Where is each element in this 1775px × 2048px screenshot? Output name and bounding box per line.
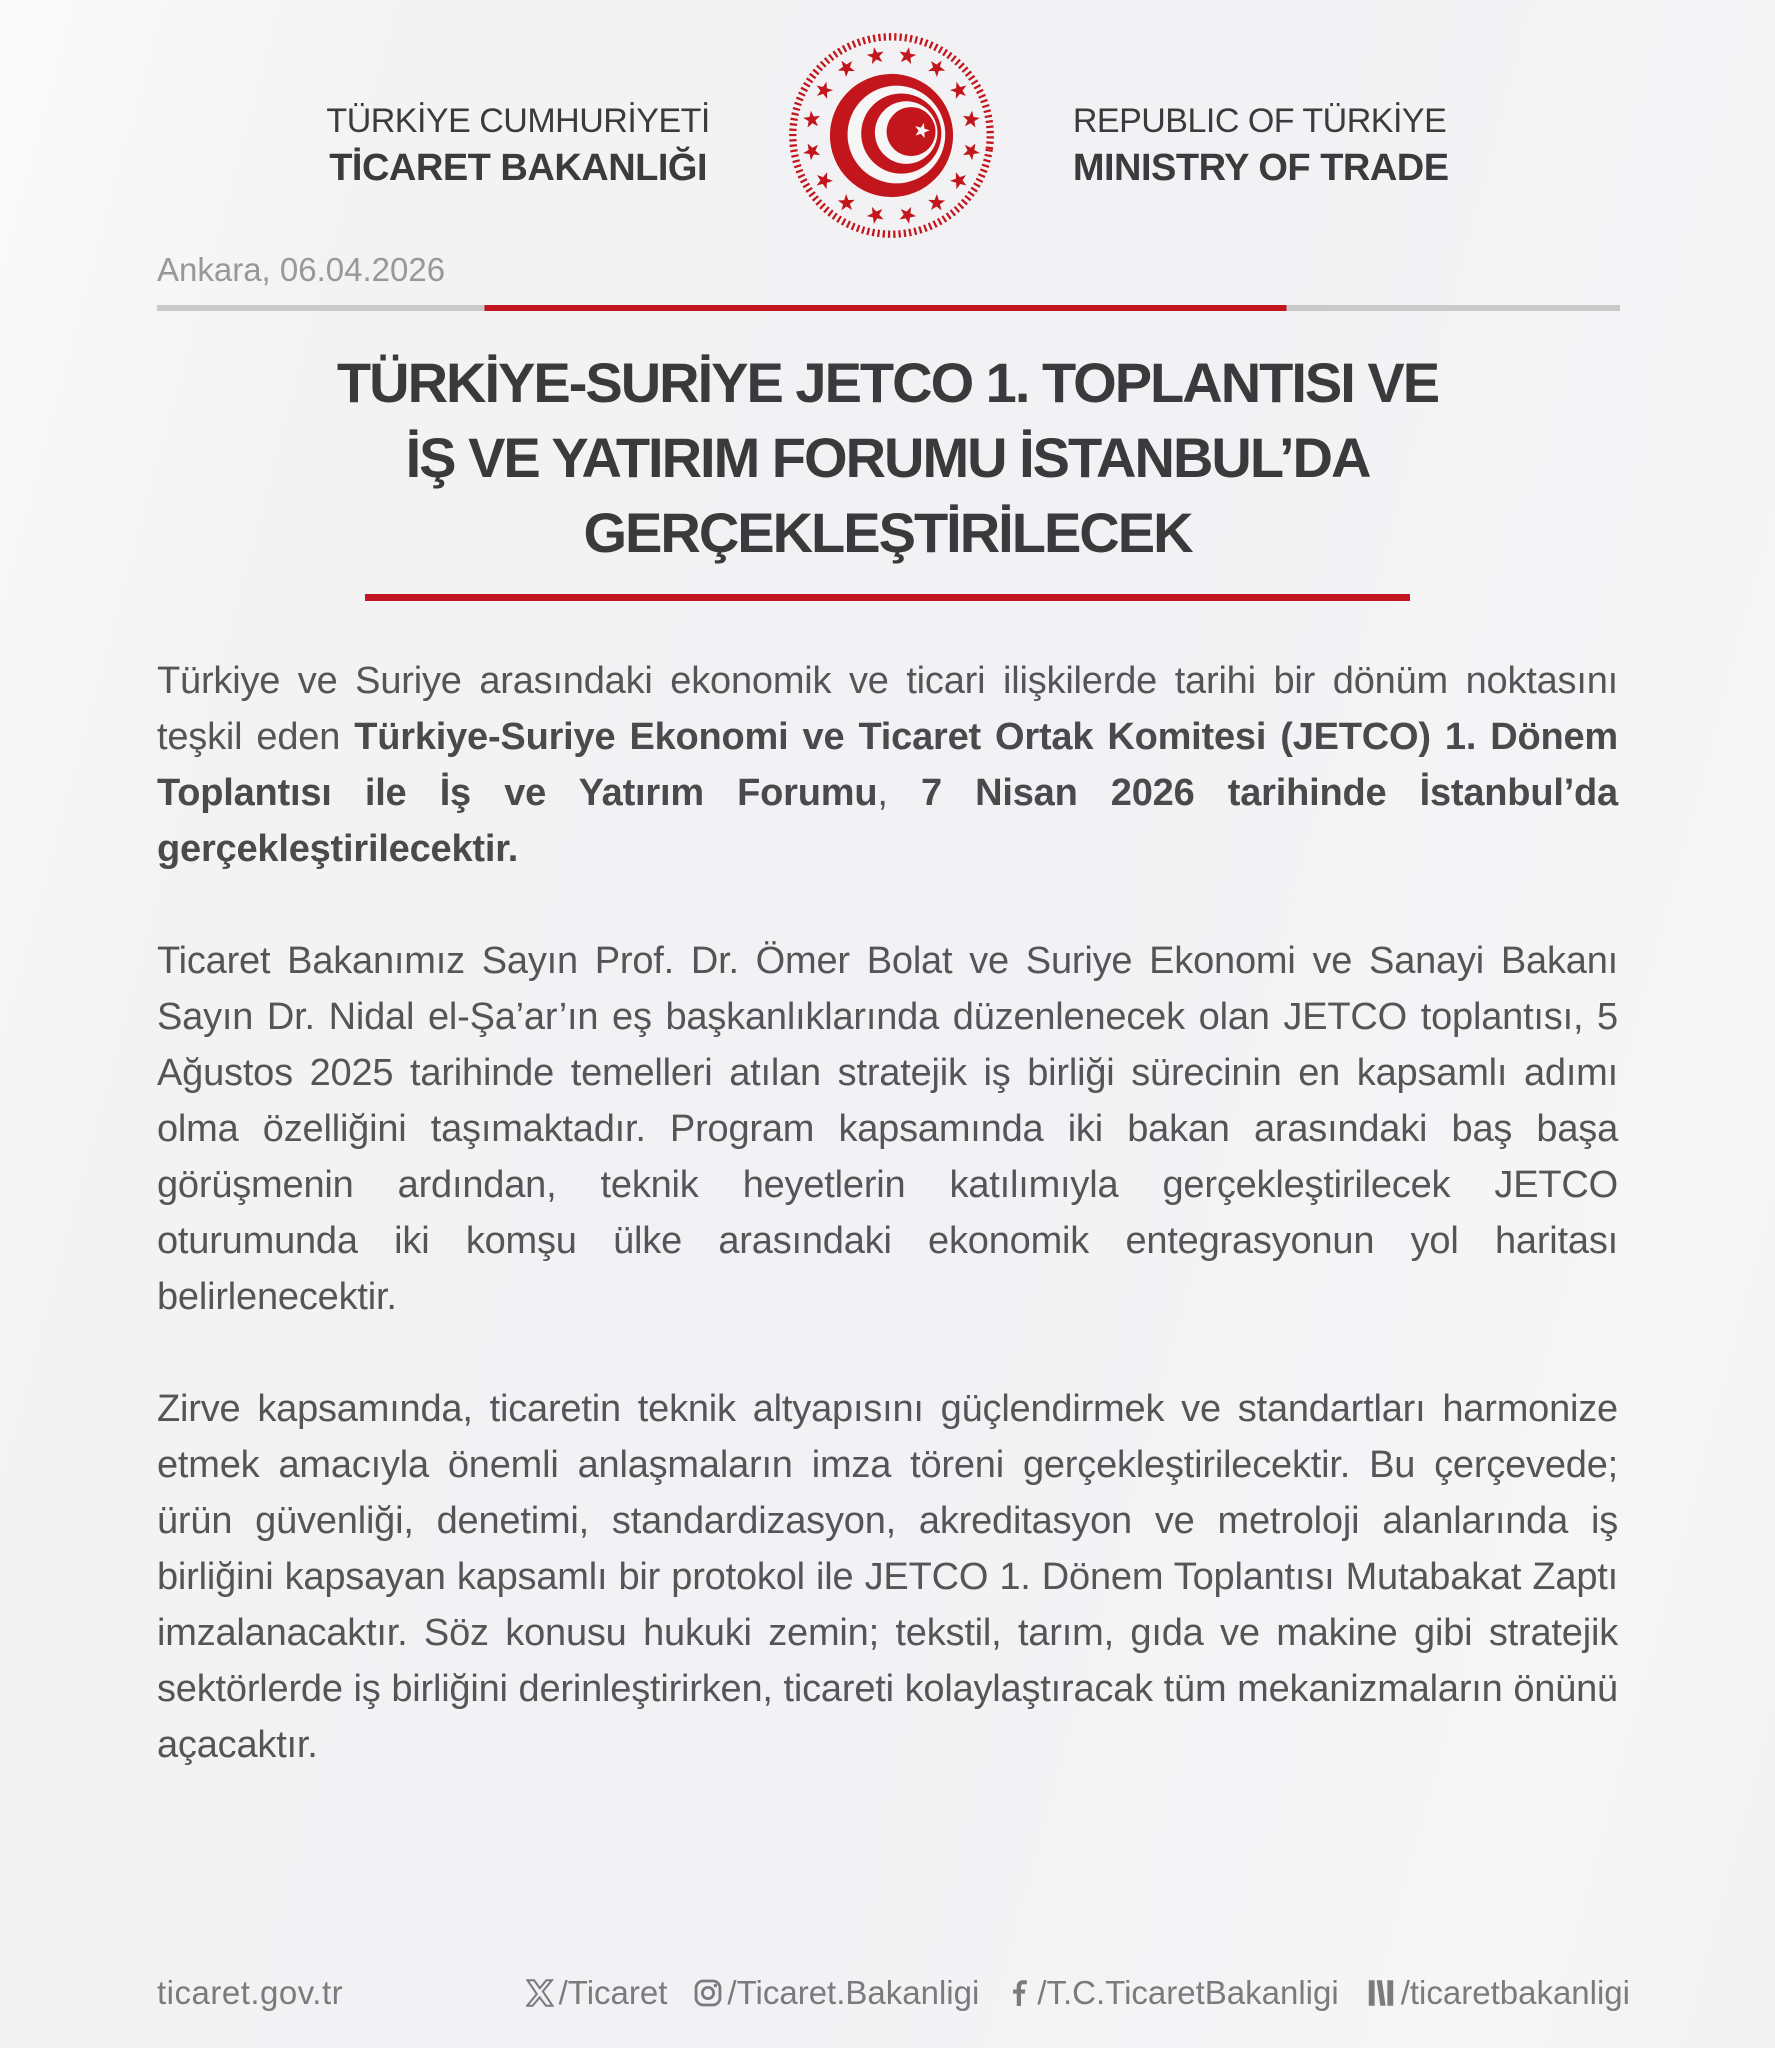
x-icon	[526, 1979, 554, 2007]
title-line3: GERÇEKLEŞTİRİLECEK	[583, 501, 1192, 564]
title-line1: TÜRKİYE-SURİYE JETCO 1. TOPLANTISI VE	[336, 351, 1439, 414]
dateline: Ankara, 06.04.2026	[157, 251, 446, 288]
instagram-icon	[694, 1979, 722, 2007]
instagram-handle: /Ticaret.Bakanligi	[727, 1974, 980, 2011]
p1-seg2-bold: Türkiye-Suriye Ekonomi ve Ticaret Ortak Komitesi (JETCO) 1. Dönem Toplantısı ile İş ve Yatırım Forumu	[157, 716, 1619, 814]
social-item-x	[526, 1974, 668, 2012]
facebook-handle: /T.C.TicaretBakanligi	[1037, 1974, 1339, 2011]
facebook-icon	[1006, 1979, 1032, 2007]
header-right-line1: REPUBLIC OF TÜRKİYE	[1072, 102, 1447, 140]
footer	[157, 1974, 1630, 2012]
title-underline-rule	[365, 594, 1410, 601]
p1-seg3: ,	[877, 772, 921, 814]
x-handle: /Ticaret	[558, 1974, 668, 2011]
title-line2: İŞ VE YATIRIM FORUMU İSTANBUL’DA	[405, 426, 1370, 489]
header-left-line1: TÜRKİYE CUMHURİYETİ	[326, 102, 710, 140]
header-right-wordmark	[1073, 100, 1449, 192]
header-right-line2: MINISTRY OF TRADE	[1072, 146, 1449, 189]
social-item-nsosyal	[1366, 1974, 1630, 2012]
header-divider-rule	[157, 305, 1620, 311]
social-item-instagram	[694, 1974, 979, 2012]
social-handles	[526, 1974, 1630, 2012]
header-left-wordmark	[326, 100, 709, 192]
paragraph-1	[157, 653, 1618, 877]
nsosyal-handle: /ticaretbakanligi	[1400, 1974, 1630, 2011]
p1-seg1: Türkiye ve Suriye arasındaki ekonomik ve ticari ilişkilerde tarihi bir dönüm noktasını teşkil eden	[157, 660, 1618, 758]
nsosyal-icon	[1366, 1979, 1396, 2007]
header-left-line2: TİCARET BAKANLIĞI	[329, 146, 708, 189]
website-url: ticaret.gov.tr	[157, 1974, 344, 2011]
ministry-of-trade-logo-icon	[784, 28, 999, 243]
paragraph-2: Ticaret Bakanımız Sayın Prof. Dr. Ömer Bolat ve Suriye Ekonomi ve Sanayi Bakanı Sayın Dr. Nidal el-Şa’ar’ın eş başkanlıklarında düzenlenecek olan JETCO toplantısı, 5 Ağustos 2025 tarihinde temelleri atılan stratejik iş birliği sürecinin en kapsamlı adımı olma özelliğini taşımaktadır. Program kapsamında iki bakan arasındaki baş başa görüşmenin ardından, teknik heyetlerin katılımıyla gerçekleştirilecek JETCO oturumunda iki komşu ülke arasındaki ekonomik entegrasyonun yol haritası belirlenecektir.	[157, 940, 1618, 1318]
press-release-title	[0, 345, 1775, 570]
paragraph-3: Zirve kapsamında, ticaretin teknik altyapısını güçlendirmek ve standartları harmonize etmek amacıyla önemli anlaşmaların imza töreni gerçekleştirilecektir. Bu çerçevede; ürün güvenliği, denetimi, standardizasyon, akreditasyon ve metroloji alanlarında iş birliğini kapsayan kapsamlı bir protokol ile JETCO 1. Dönem Toplantısı Mutabakat Zaptı imzalanacaktır. Söz konusu hukuki zemin; tekstil, tarım, gıda ve makine gibi stratejik sektörlerde iş birliğini derinleştirirken, ticareti kolaylaştıracak tüm mekanizmaların önünü açacaktır.	[157, 1388, 1618, 1766]
press-release-body	[157, 653, 1618, 1773]
social-item-facebook	[1006, 1974, 1338, 2012]
header	[0, 0, 1775, 243]
p1-seg4-bold: 7 Nisan 2026 tarihinde İstanbul’da gerçekleştirilecektir.	[157, 772, 1618, 870]
